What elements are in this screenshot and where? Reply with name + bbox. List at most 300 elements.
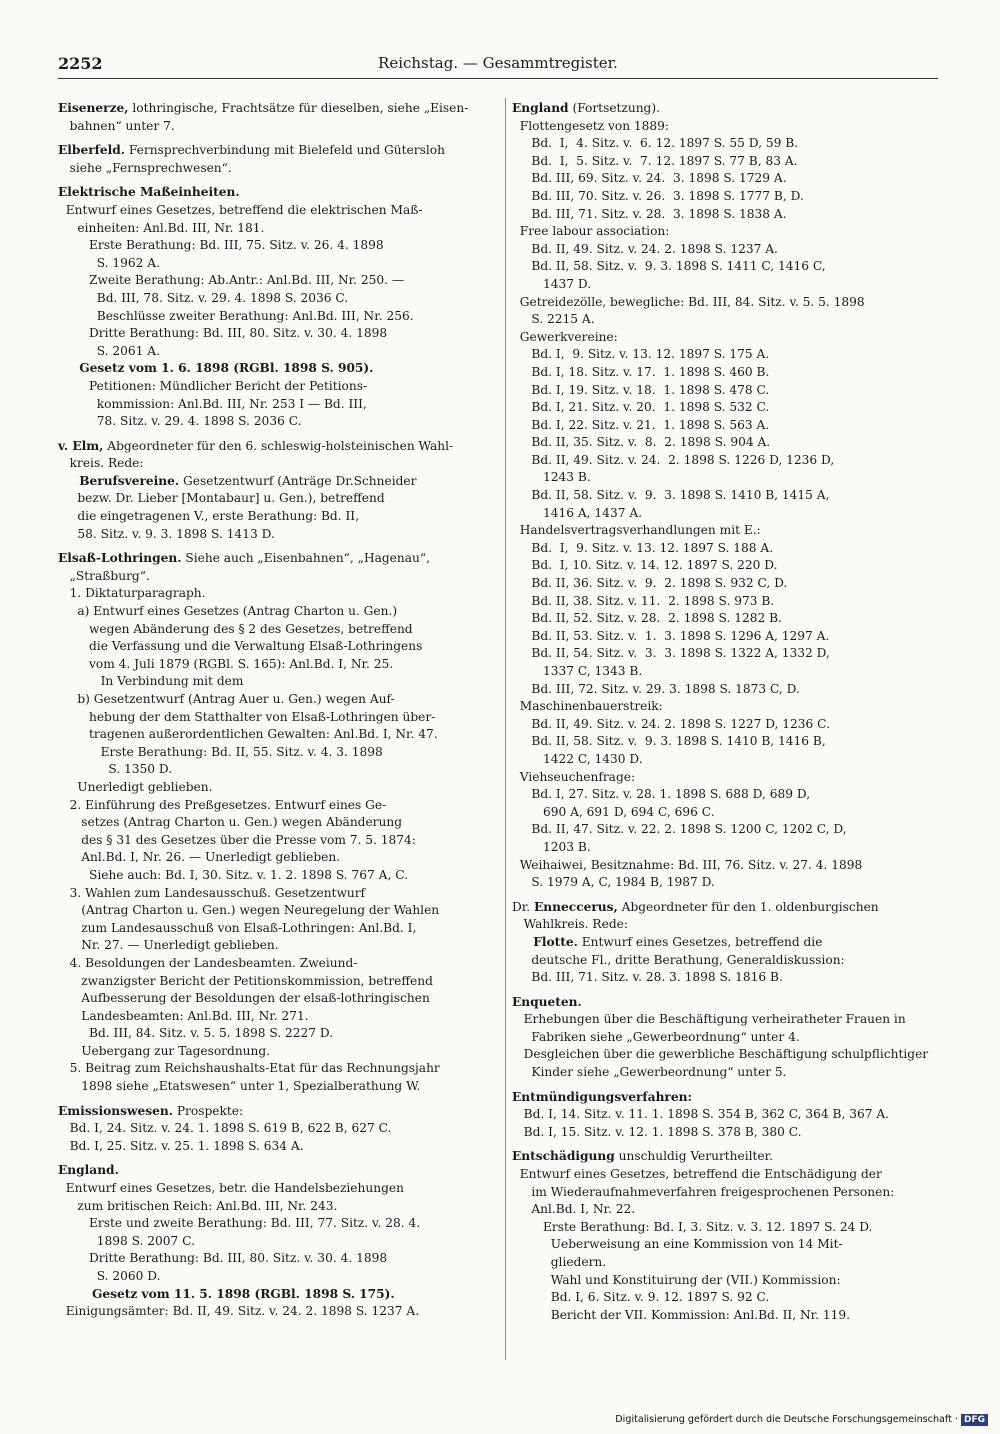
line-text: Bd. II, 49. Sitz. v. 24. 2. 1898 S. 1237 A.: [512, 241, 778, 256]
line-text: S. 1979 A, C, 1984 B, 1987 D.: [512, 875, 715, 890]
entry-keyword: Enneccerus,: [534, 899, 618, 914]
line-text: Entwurf eines Gesetzes, betr. die Handelsbeziehungen: [58, 1181, 404, 1196]
line-text: Wahl und Konstituirung der (VII.) Kommission:: [512, 1272, 841, 1287]
line-text: kreis. Rede:: [58, 456, 144, 471]
line-text: b) Gesetzentwurf (Antrag Auer u. Gen.) wegen Auf-: [58, 692, 395, 706]
index-line: [58, 726, 498, 744]
line-text: Bd. I, 9. Sitz. v. 13. 12. 1897 S. 175 A.: [512, 347, 770, 362]
line-text: Bd. III, 78. Sitz. v. 29. 4. 1898 S. 2036 C.: [58, 290, 349, 305]
index-line: [512, 1219, 942, 1237]
line-text: setzes (Antrag Charton u. Gen.) wegen Abänderung: [58, 815, 403, 830]
entry-spacer: [58, 177, 498, 184]
line-text: Bd. II, 58. Sitz. v. 9. 3. 1898 S. 1411 C, 1416 C,: [512, 259, 826, 274]
line-text: Gewerkvereine:: [512, 329, 618, 344]
line-text: Prospekte:: [172, 1103, 244, 1118]
index-line: [58, 184, 498, 202]
line-text: kommission: Anl.Bd. III, Nr. 253 I — Bd. III,: [58, 396, 367, 411]
line-text: Gesetzentwurf (Anträge Dr.Schneider: [179, 473, 417, 488]
index-line: [58, 1138, 498, 1156]
page-number: 2252: [58, 54, 103, 73]
line-text: Petitionen: Mündlicher Bericht der Petitions-: [58, 378, 368, 393]
index-line: [58, 1215, 498, 1233]
entry-keyword: Gesetz vom 11. 5. 1898 (RGBl. 1898 S. 175).: [58, 1286, 395, 1301]
entry-keyword: England: [512, 101, 569, 115]
index-line: [58, 1233, 498, 1251]
index-line: [58, 673, 498, 691]
index-line: [58, 920, 498, 938]
index-line: [512, 311, 942, 329]
line-text: (Fortsetzung).: [568, 101, 660, 115]
index-line: [58, 1120, 498, 1138]
index-line: [512, 241, 942, 259]
index-line: [58, 779, 498, 797]
line-text: Bd. II, 54. Sitz. v. 3. 3. 1898 S. 1322 A, 1332 D,: [512, 646, 830, 661]
line-text: Kinder siehe „Gewerbeordnung“ unter 5.: [512, 1065, 787, 1080]
line-text: Ueberweisung an eine Kommission von 14 Mit-: [512, 1237, 843, 1252]
index-line: [512, 593, 942, 611]
line-text: Abgeordneter für den 6. schleswig-holsteinischen Wahl-: [103, 438, 454, 453]
index-line: [58, 814, 498, 832]
line-text: Siehe auch: Bd. I, 30. Sitz. v. 1. 2. 1898 S. 767 A, C.: [58, 867, 408, 882]
line-text: Erste Berathung: Bd. II, 55. Sitz. v. 4. 3. 1898: [58, 744, 383, 759]
index-line: [512, 469, 942, 487]
line-text: Bd. I, 15. Sitz. v. 12. 1. 1898 S. 378 B, 380 C.: [512, 1124, 802, 1139]
line-text: Aufbesserung der Besoldungen der elsaß-lothringischen: [58, 991, 430, 1006]
entry-spacer: [58, 431, 498, 438]
line-text: des § 31 des Gesetzes über die Presse vom 7. 5. 1874:: [58, 832, 416, 847]
index-line: [58, 1268, 498, 1286]
entry-spacer: [512, 987, 942, 994]
line-text: zum britischen Reich: Anl.Bd. III, Nr. 243.: [58, 1198, 338, 1213]
entry-spacer: [58, 1155, 498, 1162]
line-text: Dr.: [512, 899, 535, 914]
index-line: [512, 276, 942, 294]
index-line: [512, 505, 942, 523]
index-line: [58, 202, 498, 220]
index-line: [58, 378, 498, 396]
line-text: (Antrag Charton u. Gen.) wegen Neuregelung der Wahlen: [58, 903, 440, 918]
line-text: Erste Berathung: Bd. III, 75. Sitz. v. 26. 4. 1898: [58, 238, 384, 253]
index-line: [512, 969, 942, 987]
line-text: Free labour association:: [512, 224, 670, 239]
line-text: gliedern.: [512, 1255, 607, 1269]
line-text: Bd. I, 9. Sitz. v. 13. 12. 1897 S. 188 A.: [512, 540, 774, 555]
index-line: [58, 568, 498, 586]
line-text: Bd. I, 19. Sitz. v. 18. 1. 1898 S. 478 C.: [512, 382, 770, 397]
index-line: [58, 1198, 498, 1216]
entry-spacer: [58, 135, 498, 142]
index-line: [58, 308, 498, 326]
line-text: Viehseuchenfrage:: [512, 769, 636, 784]
line-text: Erste Berathung: Bd. I, 3. Sitz. v. 3. 12. 1897 S. 24 D.: [512, 1219, 873, 1234]
index-line: [58, 490, 498, 508]
line-text: 1898 siehe „Etatswesen“ unter 1, Spezialberathung W.: [58, 1079, 421, 1094]
index-line: [512, 804, 942, 822]
line-text: Nr. 27. — Unerledigt geblieben.: [58, 938, 279, 953]
index-line: [58, 255, 498, 273]
line-text: 1898 S. 2007 C.: [58, 1233, 195, 1248]
footer-text: Digitalisierung gefördert durch die Deutsche Forschungsgemeinschaft ·: [615, 1414, 958, 1425]
entry-keyword: Flotte.: [512, 934, 578, 949]
index-line: [58, 1060, 498, 1078]
line-text: Anl.Bd. I, Nr. 26. — Unerledigt geblieben.: [58, 850, 341, 865]
index-line: [58, 638, 498, 656]
index-line: [58, 603, 498, 621]
line-text: 1243 B.: [512, 470, 591, 485]
index-line: [58, 360, 498, 378]
index-line: [58, 1162, 498, 1180]
index-line: [512, 487, 942, 505]
line-text: Bd. III, 71. Sitz. v. 28. 3. 1898 S. 1838 A.: [512, 206, 787, 221]
line-text: Erhebungen über die Beschäftigung verheiratheter Frauen in: [512, 1012, 906, 1027]
index-line: [512, 153, 942, 171]
line-text: Bd. I, 14. Sitz. v. 11. 1. 1898 S. 354 B, 362 C, 364 B, 367 A.: [512, 1107, 890, 1122]
line-text: „Straßburg“.: [58, 568, 150, 583]
index-line: [512, 382, 942, 400]
index-line: [512, 839, 942, 857]
line-text: 58. Sitz. v. 9. 3. 1898 S. 1413 D.: [58, 526, 275, 541]
line-text: bezw. Dr. Lieber [Montabaur] u. Gen.), betreffend: [58, 491, 385, 506]
entry-keyword: Entmündigungsverfahren:: [512, 1089, 692, 1104]
index-line: [58, 325, 498, 343]
line-text: vom 4. Juli 1879 (RGBl. S. 165): Anl.Bd. I, Nr. 25.: [58, 656, 394, 671]
line-text: Fernsprechverbindung mit Bielefeld und Gütersloh: [125, 143, 445, 158]
index-line: [512, 857, 942, 875]
footer-credit: [615, 1414, 988, 1428]
index-line: [512, 364, 942, 382]
line-text: Bd. I, 18. Sitz. v. 17. 1. 1898 S. 460 B.: [512, 364, 770, 379]
index-line: [512, 733, 942, 751]
index-line: [512, 575, 942, 593]
line-text: 3. Wahlen zum Landesausschuß. Gesetzentwurf: [58, 885, 366, 900]
entry-spacer: [58, 1096, 498, 1103]
entry-spacer: [512, 892, 942, 899]
index-line: [58, 526, 498, 544]
index-line: [512, 399, 942, 417]
index-line: [512, 135, 942, 153]
index-line: [58, 438, 498, 456]
line-text: Bd. I, 4. Sitz. v. 6. 12. 1897 S. 55 D, 59 B.: [512, 136, 799, 151]
index-line: [512, 821, 942, 839]
index-line: [512, 170, 942, 188]
index-line: [58, 142, 498, 160]
index-line: [58, 973, 498, 991]
entry-keyword: Eisenerze,: [58, 101, 129, 115]
index-line: [512, 329, 942, 347]
index-line: [58, 709, 498, 727]
line-text: Flottengesetz von 1889:: [512, 118, 670, 133]
index-line: [512, 663, 942, 681]
running-title: Reichstag. — Gesammtregister.: [378, 54, 618, 72]
line-text: 78. Sitz. v. 29. 4. 1898 S. 2036 C.: [58, 414, 302, 429]
index-line: [58, 1103, 498, 1121]
line-text: 1. Diktaturparagraph.: [58, 586, 206, 601]
index-line: [512, 1166, 942, 1184]
index-line: [512, 1184, 942, 1202]
index-line: [58, 1286, 498, 1304]
line-text: Bd. II, 49. Sitz. v. 24. 2. 1898 S. 1227 D, 1236 C.: [512, 716, 830, 731]
line-text: Bd. II, 47. Sitz. v. 22. 2. 1898 S. 1200 C, 1202 C, D,: [512, 822, 847, 837]
index-line: [58, 118, 498, 136]
line-text: Landesbeamten: Anl.Bd. III, Nr. 271.: [58, 1008, 309, 1023]
index-line: [512, 1307, 942, 1325]
index-line: [512, 100, 942, 118]
index-line: [58, 508, 498, 526]
index-line: [512, 874, 942, 892]
entry-keyword: Elektrische Maßeinheiten.: [58, 185, 240, 200]
index-line: [512, 1046, 942, 1064]
index-line: [58, 473, 498, 491]
line-text: Bd. I, 5. Sitz. v. 7. 12. 1897 S. 77 B, 83 A.: [512, 153, 798, 168]
line-text: Bericht der VII. Kommission: Anl.Bd. II, Nr. 119.: [512, 1307, 851, 1322]
line-text: unschuldig Verurtheilter.: [614, 1149, 773, 1164]
index-line: [58, 955, 498, 973]
index-line: [512, 1011, 942, 1029]
entry-keyword: Emissionswesen.: [58, 1103, 173, 1118]
line-text: Bd. II, 35. Sitz. v. 8. 2. 1898 S. 904 A.: [512, 435, 771, 450]
line-text: Bd. II, 52. Sitz. v. 28. 2. 1898 S. 1282 B.: [512, 611, 782, 626]
line-text: hebung der dem Statthalter von Elsaß-Lothringen über-: [58, 709, 436, 724]
index-line: [58, 1078, 498, 1096]
right-column: [512, 100, 942, 1324]
line-text: S. 2215 A.: [512, 312, 595, 327]
index-line: [58, 237, 498, 255]
line-text: Bd. II, 38. Sitz. v. 11. 2. 1898 S. 973 B.: [512, 593, 775, 608]
line-text: Desgleichen über die gewerbliche Beschäftigung schulpflichtiger: [512, 1047, 929, 1062]
line-text: Bd. II, 36. Sitz. v. 9. 2. 1898 S. 932 C, D.: [512, 576, 788, 591]
line-text: 1416 A, 1437 A.: [512, 505, 642, 520]
index-line: [512, 206, 942, 224]
line-text: Bd. III, 72. Sitz. v. 29. 3. 1898 S. 1873 C, D.: [512, 681, 800, 696]
index-line: [58, 867, 498, 885]
line-text: 690 A, 691 D, 694 C, 696 C.: [512, 804, 715, 819]
line-text: Getreidezölle, bewegliche: Bd. III, 84. Sitz. v. 5. 5. 1898: [512, 294, 865, 309]
dfg-logo: DFG: [961, 1414, 988, 1426]
index-line: [58, 100, 498, 118]
line-text: Bd. I, 25. Sitz. v. 25. 1. 1898 S. 634 A.: [58, 1138, 304, 1153]
column-divider: [505, 98, 506, 1360]
index-line: [58, 691, 498, 709]
line-text: lothringische, Frachtsätze für dieselben, siehe „Eisen-: [128, 101, 469, 115]
line-text: 1337 C, 1343 B.: [512, 664, 643, 678]
line-text: Abgeordneter für den 1. oldenburgischen: [617, 899, 879, 914]
index-line: [512, 1124, 942, 1142]
index-line: [512, 1148, 942, 1166]
line-text: In Verbindung mit dem: [58, 674, 244, 689]
index-line: [58, 343, 498, 361]
line-text: deutsche Fl., dritte Berathung, Generaldiskussion:: [512, 952, 845, 967]
index-line: [58, 1180, 498, 1198]
entry-keyword: Enqueten.: [512, 994, 582, 1009]
line-text: die eingetragenen V., erste Berathung: Bd. II,: [58, 509, 359, 524]
index-line: [512, 1106, 942, 1124]
line-text: Erste und zweite Berathung: Bd. III, 77. Sitz. v. 28. 4.: [58, 1216, 421, 1231]
index-line: [512, 681, 942, 699]
index-line: [512, 952, 942, 970]
index-line: [512, 223, 942, 241]
line-text: Dritte Berathung: Bd. III, 80. Sitz. v. 30. 4. 1898: [58, 1251, 388, 1266]
index-line: [58, 990, 498, 1008]
index-line: [58, 396, 498, 414]
index-line: [512, 628, 942, 646]
line-text: 4. Besoldungen der Landesbeamten. Zweiund-: [58, 955, 358, 970]
index-line: [58, 797, 498, 815]
page-header: [58, 52, 938, 79]
index-line: [512, 522, 942, 540]
line-text: Handelsvertragsverhandlungen mit E.:: [512, 523, 761, 538]
index-line: [58, 621, 498, 639]
line-text: Beschlüsse zweiter Berathung: Anl.Bd. III, Nr. 256.: [58, 308, 414, 323]
entry-keyword: Elsaß-Lothringen.: [58, 551, 182, 566]
line-text: bahnen“ unter 7.: [58, 118, 175, 133]
index-line: [512, 698, 942, 716]
line-text: Wahlkreis. Rede:: [512, 917, 628, 932]
line-text: S. 2060 D.: [58, 1269, 161, 1283]
index-line: [58, 744, 498, 762]
line-text: Siehe auch „Eisenbahnen“, „Hagenau“,: [181, 551, 430, 566]
index-line: [58, 220, 498, 238]
index-line: [512, 258, 942, 276]
index-line: [512, 610, 942, 628]
line-text: im Wiederaufnahmeverfahren freigesprochenen Personen:: [512, 1184, 895, 1199]
index-line: [512, 1029, 942, 1047]
line-text: Entwurf eines Gesetzes, betreffend die elektrischen Maß-: [58, 202, 423, 217]
line-text: Weihaiwei, Besitznahme: Bd. III, 76. Sitz. v. 27. 4. 1898: [512, 857, 863, 872]
index-line: [58, 849, 498, 867]
index-line: [58, 1303, 498, 1321]
line-text: zwanzigster Bericht der Petitionskommission, betreffend: [58, 973, 433, 988]
index-line: [512, 417, 942, 435]
line-text: tragenen außerordentlichen Gewalten: Anl.Bd. I, Nr. 47.: [58, 727, 438, 742]
index-line: [512, 751, 942, 769]
line-text: 5. Beitrag zum Reichshaushalts-Etat für das Rechnungsjahr: [58, 1061, 440, 1076]
index-line: [58, 1025, 498, 1043]
index-line: [58, 937, 498, 955]
index-line: [512, 1236, 942, 1254]
index-line: [512, 540, 942, 558]
index-line: [512, 786, 942, 804]
index-line: [58, 550, 498, 568]
index-line: [512, 557, 942, 575]
line-text: Bd. II, 58. Sitz. v. 9. 3. 1898 S. 1410 B, 1416 B,: [512, 734, 826, 749]
entry-keyword: England.: [58, 1163, 119, 1178]
index-line: [512, 916, 942, 934]
index-line: [512, 118, 942, 136]
line-text: S. 1962 A.: [58, 255, 160, 270]
line-text: Bd. II, 53. Sitz. v. 1. 3. 1898 S. 1296 A, 1297 A.: [512, 628, 830, 643]
index-line: [58, 902, 498, 920]
line-text: Bd. III, 70. Sitz. v. 26. 3. 1898 S. 1777 B, D.: [512, 188, 804, 203]
line-text: Bd. I, 21. Sitz. v. 20. 1. 1898 S. 532 C.: [512, 400, 770, 415]
line-text: Fabriken siehe „Gewerbeordnung“ unter 4.: [512, 1029, 800, 1044]
index-line: [512, 452, 942, 470]
index-line: [58, 413, 498, 431]
index-line: [512, 716, 942, 734]
entry-keyword: Gesetz vom 1. 6. 1898 (RGBl. 1898 S. 905).: [58, 361, 374, 376]
line-text: Bd. III, 69. Sitz. v. 24. 3. 1898 S. 1729 A.: [512, 171, 787, 186]
index-line: [512, 1201, 942, 1219]
line-text: Bd. I, 10. Sitz. v. 14. 12. 1897 S. 220 D.: [512, 558, 778, 573]
entry-spacer: [512, 1082, 942, 1089]
index-line: [512, 1064, 942, 1082]
entry-spacer: [512, 1141, 942, 1148]
index-line: [512, 1272, 942, 1290]
index-line: [512, 188, 942, 206]
line-text: Entwurf eines Gesetzes, betreffend die Entschädigung der: [512, 1167, 882, 1182]
line-text: Bd. I, 27. Sitz. v. 28. 1. 1898 S. 688 D, 689 D,: [512, 787, 811, 802]
line-text: einheiten: Anl.Bd. III, Nr. 181.: [58, 220, 265, 235]
line-text: Bd. III, 84. Sitz. v. 5. 5. 1898 S. 2227 D.: [58, 1026, 334, 1041]
entry-keyword: Elberfeld.: [58, 143, 126, 158]
index-line: [58, 832, 498, 850]
line-text: S. 2061 A.: [58, 343, 160, 358]
index-line: [512, 1089, 942, 1107]
line-text: Zweite Berathung: Ab.Antr.: Anl.Bd. III, Nr. 250. —: [58, 273, 405, 288]
line-text: Entwurf eines Gesetzes, betreffend die: [577, 934, 823, 949]
index-line: [512, 434, 942, 452]
line-text: Bd. II, 49. Sitz. v. 24. 2. 1898 S. 1226 D, 1236 D,: [512, 452, 835, 467]
index-line: [512, 934, 942, 952]
line-text: Bd. II, 58. Sitz. v. 9. 3. 1898 S. 1410 B, 1415 A,: [512, 488, 830, 503]
index-line: [512, 769, 942, 787]
index-line: [58, 885, 498, 903]
index-line: [512, 346, 942, 364]
line-text: Bd. I, 6. Sitz. v. 9. 12. 1897 S. 92 C.: [512, 1290, 770, 1305]
left-column: [58, 100, 498, 1321]
entry-spacer: [58, 543, 498, 550]
index-line: [512, 899, 942, 917]
line-text: Anl.Bd. I, Nr. 22.: [512, 1202, 636, 1217]
line-text: Unerledigt geblieben.: [58, 779, 213, 794]
line-text: 1437 D.: [512, 276, 592, 291]
line-text: Einigungsämter: Bd. II, 49. Sitz. v. 24. 2. 1898 S. 1237 A.: [58, 1304, 420, 1319]
line-text: Dritte Berathung: Bd. III, 80. Sitz. v. 30. 4. 1898: [58, 326, 388, 341]
line-text: siehe „Fernsprechwesen“.: [58, 160, 232, 175]
index-line: [512, 994, 942, 1012]
index-line: [58, 160, 498, 178]
index-line: [58, 290, 498, 308]
line-text: Maschinenbauerstreik:: [512, 699, 663, 714]
line-text: Bd. I, 24. Sitz. v. 24. 1. 1898 S. 619 B, 622 B, 627 C.: [58, 1121, 392, 1136]
entry-keyword: Berufsvereine.: [58, 473, 180, 488]
line-text: die Verfassung und die Verwaltung Elsaß-Lothringens: [58, 639, 423, 654]
entry-keyword: v. Elm,: [58, 438, 104, 453]
index-line: [58, 1043, 498, 1061]
index-line: [58, 1250, 498, 1268]
entry-keyword: Entschädigung: [512, 1149, 615, 1164]
line-text: a) Entwurf eines Gesetzes (Antrag Charton u. Gen.): [58, 604, 398, 619]
line-text: S. 1350 D.: [58, 762, 173, 777]
index-line: [58, 272, 498, 290]
line-text: zum Landesausschuß von Elsaß-Lothringen: Anl.Bd. I,: [58, 920, 417, 935]
line-text: 1422 C, 1430 D.: [512, 751, 643, 766]
index-line: [58, 761, 498, 779]
line-text: 2. Einführung des Preßgesetzes. Entwurf eines Ge-: [58, 797, 387, 812]
index-line: [512, 1289, 942, 1307]
index-line: [58, 656, 498, 674]
line-text: wegen Abänderung des § 2 des Gesetzes, betreffend: [58, 621, 413, 636]
line-text: Uebergang zur Tagesordnung.: [58, 1043, 271, 1058]
index-line: [512, 1254, 942, 1272]
index-line: [512, 294, 942, 312]
index-line: [58, 585, 498, 603]
line-text: 1203 B.: [512, 839, 591, 854]
index-line: [512, 645, 942, 663]
index-line: [58, 1008, 498, 1026]
line-text: Bd. I, 22. Sitz. v. 21. 1. 1898 S. 563 A.: [512, 417, 770, 432]
index-line: [58, 455, 498, 473]
line-text: Bd. III, 71. Sitz. v. 28. 3. 1898 S. 1816 B.: [512, 970, 783, 985]
